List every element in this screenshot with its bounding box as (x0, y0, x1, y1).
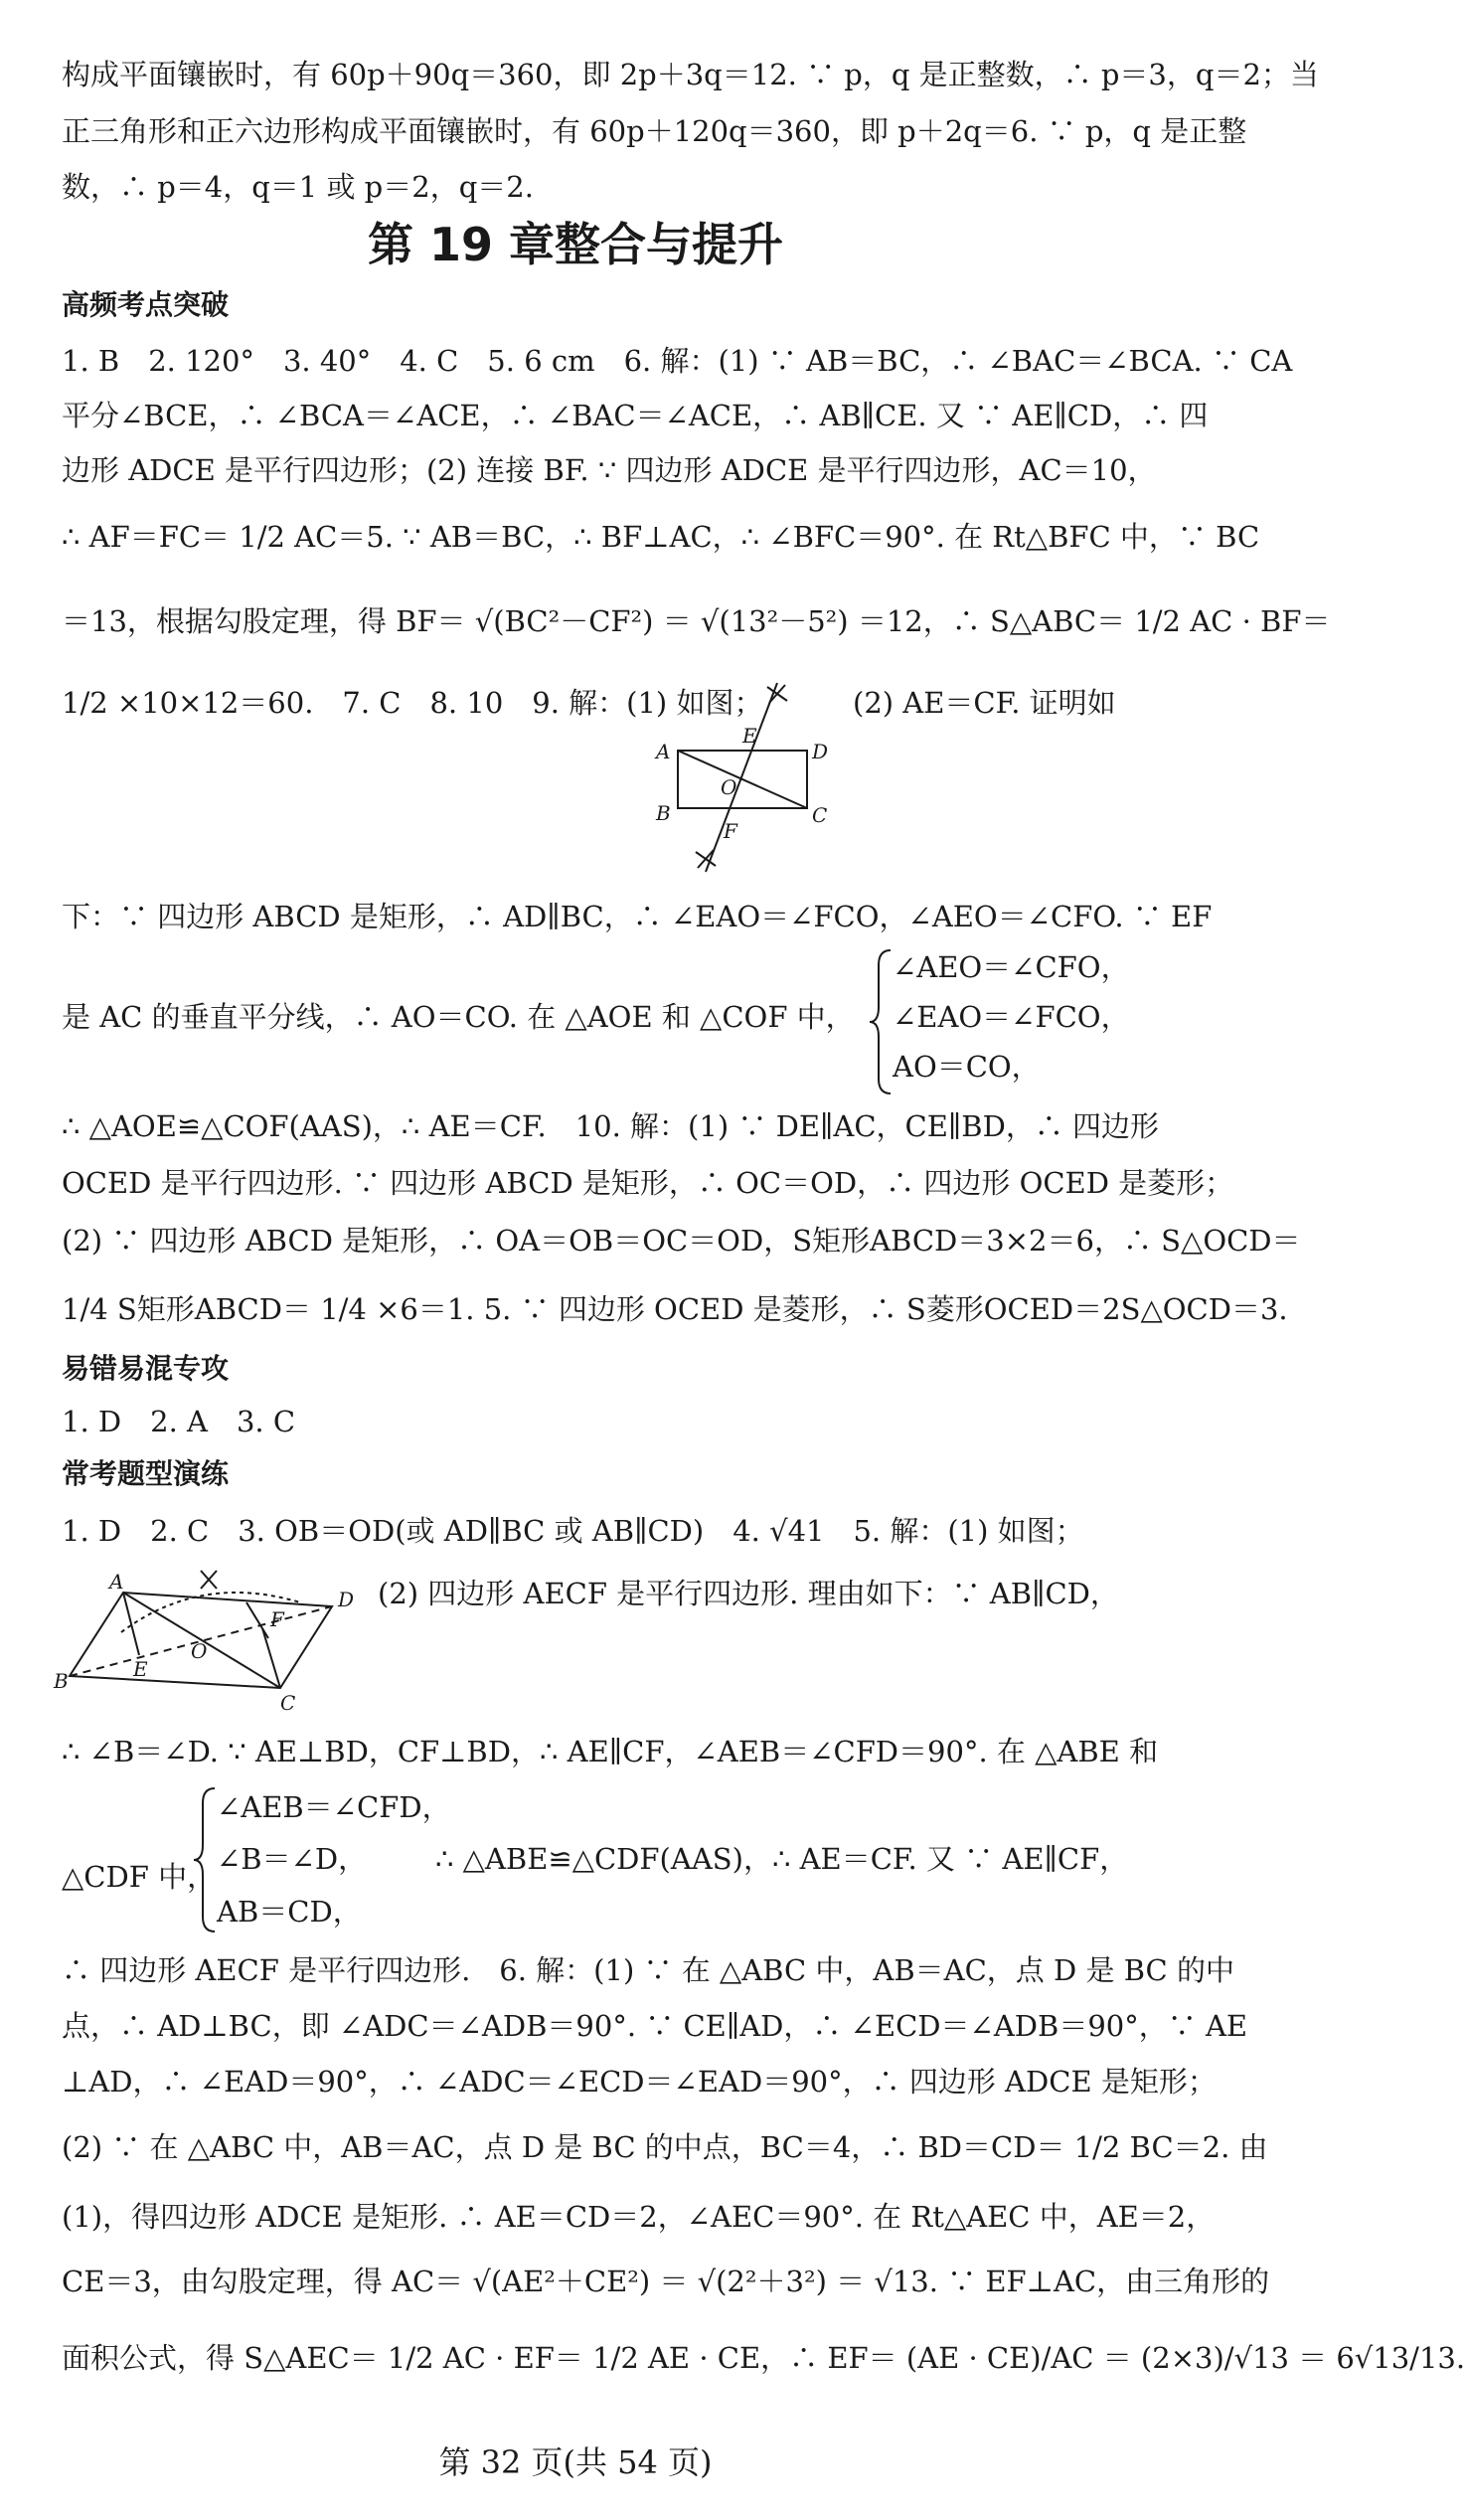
text-line: CE＝3，由勾股定理，得 AC＝ √(AE²＋CE²) ＝ √(2²＋3²) ＝ √13. ∵ EF⊥AC，由三角形的 (62, 2265, 1270, 2298)
page-footer: 第 32 页(共 54 页) (438, 2443, 713, 2481)
label-E: E (133, 1657, 148, 1681)
text-line: 正三角形和正六边形构成平面镶嵌时，有 60p＋120q＝360，即 p＋2q＝6. ∵ p，q 是正整 (62, 114, 1247, 148)
label-F: F (270, 1607, 284, 1631)
label-O: O (191, 1639, 208, 1663)
text-line: ＝13，根据勾股定理，得 BF＝ √(BC²－CF²) ＝ √(13²－5²) ＝12，∴ S△ABC＝ 1/2 AC · BF＝ (62, 604, 1331, 638)
label-C: C (812, 803, 828, 827)
rectangle-figure (646, 671, 845, 880)
chapter-title: 第 19 章整合与提升 (367, 218, 784, 271)
label-O: O (721, 775, 737, 799)
text-line: AO＝CO， (893, 1050, 1041, 1084)
label-D: D (812, 740, 829, 763)
text-line: ∴ △AOE≌△COF(AAS)，∴ AE＝CF. 10. 解：(1) ∵ DE∥AC，CE∥BD，∴ 四边形 (62, 1109, 1160, 1143)
text-line: (2) ∵ 在 △ABC 中，AB＝AC，点 D 是 BC 的中点，BC＝4，∴ BD＝CD＝ 1/2 BC＝2. 由 (62, 2130, 1268, 2164)
parallelogram-figure (52, 1563, 370, 1722)
text-line: ∠B＝∠D， (217, 1842, 368, 1876)
section-heading: 常考题型演练 (62, 1457, 230, 1490)
text-line: 边形 ADCE 是平行四边形；(2) 连接 BF. ∵ 四边形 ADCE 是平行四边形，AC＝10， (62, 453, 1157, 487)
text-line: 下：∵ 四边形 ABCD 是矩形，∴ AD∥BC，∴ ∠EAO＝∠FCO，∠AEO＝∠CFO. ∵ EF (62, 900, 1213, 933)
label-C: C (280, 1691, 296, 1715)
label-B: B (656, 801, 671, 825)
text-line: AB＝CD， (217, 1895, 362, 1929)
text-line: 1/2 ×10×12＝60. 7. C 8. 10 9. 解：(1) 如图； (62, 686, 763, 720)
text-line: 1/4 S矩形ABCD＝ 1/4 ×6＝1. 5. ∵ 四边形 OCED 是菱形，∴ S菱形OCED＝2S△OCD＝3. (62, 1292, 1288, 1326)
section-heading: 高频考点突破 (62, 288, 230, 321)
text-line: 构成平面镶嵌时，有 60p＋90q＝360，即 2p＋3q＝12. ∵ p，q 是正整数，∴ p＝3，q＝2；当 (62, 58, 1319, 91)
text-line: ∴ ∠B＝∠D. ∵ AE⊥BD，CF⊥BD，∴ AE∥CF，∠AEB＝∠CFD＝90°. 在 △ABE 和 (62, 1735, 1159, 1768)
section-heading: 易错易混专攻 (62, 1352, 230, 1385)
text-line: ∠EAO＝∠FCO， (893, 1000, 1130, 1034)
text-line: ∴ 四边形 AECF 是平行四边形. 6. 解：(1) ∵ 在 △ABC 中，AB＝AC，点 D 是 BC 的中 (62, 1953, 1234, 1987)
label-A: A (109, 1570, 124, 1594)
label-B: B (54, 1669, 69, 1693)
text-line: 平分∠BCE，∴ ∠BCA＝∠ACE，∴ ∠BAC＝∠ACE，∴ AB∥CE. 又 ∵ AE∥CD，∴ 四 (62, 399, 1209, 432)
label-D: D (338, 1588, 355, 1611)
text-line: 是 AC 的垂直平分线，∴ AO＝CO. 在 △AOE 和 △COF 中， (62, 1000, 855, 1034)
text-line: ∠AEB＝∠CFD， (217, 1790, 451, 1824)
text-line: (1)，得四边形 ADCE 是矩形. ∴ AE＝CD＝2，∠AEC＝90°. 在 Rt△AEC 中，AE＝2， (62, 2200, 1216, 2234)
label-A: A (656, 740, 671, 763)
text-line: 数，∴ p＝4，q＝1 或 p＝2，q＝2. (62, 170, 534, 204)
left-brace (191, 1785, 219, 1934)
text-line: 1. D 2. A 3. C (62, 1405, 296, 1438)
label-F: F (724, 819, 737, 843)
text-line: ⊥AD，∴ ∠EAD＝90°，∴ ∠ADC＝∠ECD＝∠EAD＝90°，∴ 四边形 ADCE 是矩形； (62, 2065, 1217, 2099)
text-line: OCED 是平行四边形. ∵ 四边形 ABCD 是矩形，∴ OC＝OD，∴ 四边形 OCED 是菱形； (62, 1166, 1234, 1200)
text-line: 1. B 2. 120° 3. 40° 4. C 5. 6 cm 6. 解：(1) ∵ AB＝BC，∴ ∠BAC＝∠BCA. ∵ CA (62, 344, 1293, 378)
text-line: ∴ AF＝FC＝ 1/2 AC＝5. ∵ AB＝BC，∴ BF⊥AC，∴ ∠BFC＝90°. 在 Rt△BFC 中，∵ BC (62, 520, 1260, 554)
text-line: 面积公式，得 S△AEC＝ 1/2 AC · EF＝ 1/2 AE · CE，∴ EF＝ (AE · CE)/AC ＝ (2×3)/√13 ＝ 6√13/13. (62, 2341, 1465, 2375)
left-brace (867, 947, 895, 1096)
label-E: E (742, 724, 757, 748)
text-line: (2) AE＝CF. 证明如 (853, 686, 1116, 720)
text-line: 点，∴ AD⊥BC，即 ∠ADC＝∠ADB＝90°. ∵ CE∥AD，∴ ∠ECD＝∠ADB＝90°，∵ AE (62, 2009, 1248, 2043)
text-line: △CDF 中， (62, 1860, 217, 1894)
text-line: ∴ △ABE≌△CDF(AAS)，∴ AE＝CF. 又 ∵ AE∥CF， (435, 1842, 1129, 1876)
text-line: (2) ∵ 四边形 ABCD 是矩形，∴ OA＝OB＝OC＝OD，S矩形ABCD＝3×2＝6，∴ S△OCD＝ (62, 1224, 1301, 1258)
text-line: ∠AEO＝∠CFO， (893, 950, 1130, 984)
text-line: (2) 四边形 AECF 是平行四边形. 理由如下：∵ AB∥CD， (378, 1577, 1119, 1610)
text-line: 1. D 2. C 3. OB＝OD(或 AD∥BC 或 AB∥CD) 4. √41 5. 解：(1) 如图； (62, 1514, 1084, 1548)
